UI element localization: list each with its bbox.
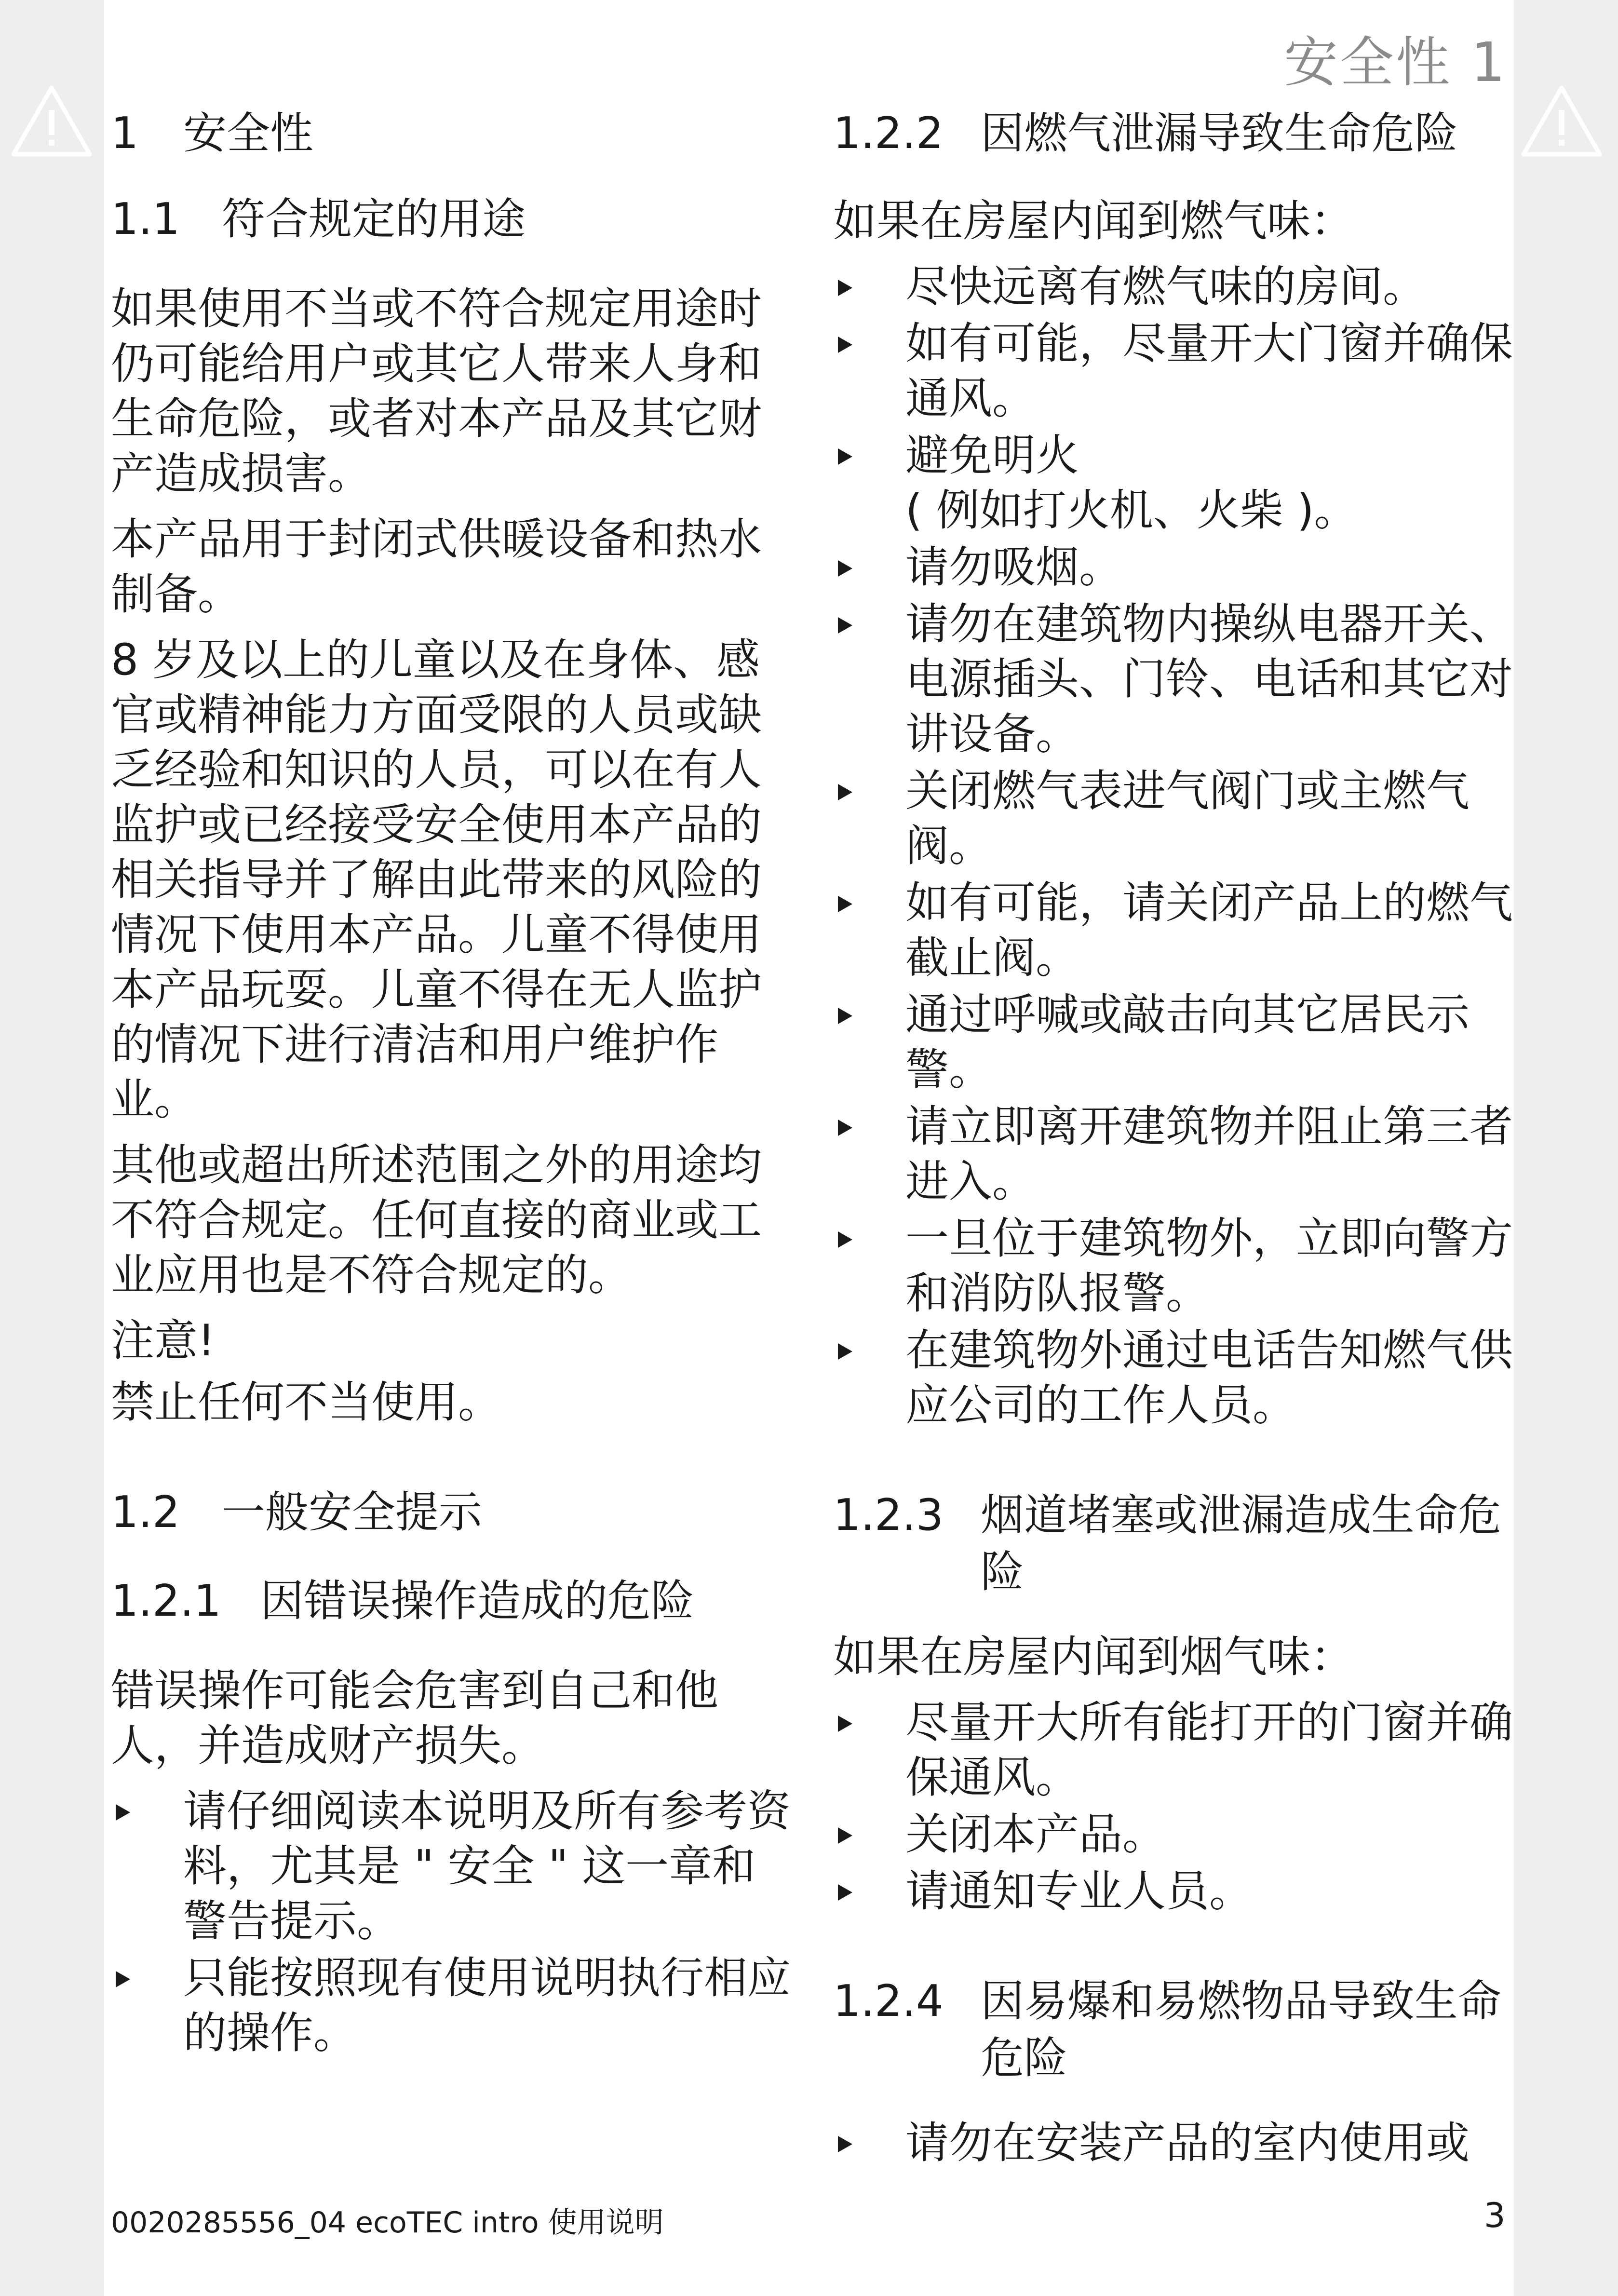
section-title: 一般安全提示 [222, 1487, 482, 1538]
triangle-bullet-icon [838, 1884, 852, 1901]
document-id: 0020285556_04 ecoTEC intro 使用说明 [111, 2206, 664, 2240]
triangle-bullet-icon [838, 560, 852, 577]
paragraph: 如果在房屋内闻到燃气味： [833, 196, 1354, 246]
list-item: 请立即离开建筑物并阻止第三者进入。 [833, 1099, 1513, 1209]
section-title: 因易爆和易燃物品导致生命危险 [981, 1976, 1501, 2083]
paragraph: 错误操作可能会危害到自己和他人，并造成财产损失。 [111, 1665, 718, 1771]
section-number: 1.2.3 [833, 1490, 944, 1540]
triangle-bullet-icon [838, 1715, 852, 1732]
list-item: 请勿在建筑物内操纵电器开关、电源插头、门铃、电话和其它对讲设备。 [833, 597, 1513, 762]
triangle-bullet-icon [838, 896, 852, 912]
triangle-bullet-icon [838, 1827, 852, 1844]
section-number: 1.2.1 [111, 1576, 221, 1626]
triangle-bullet-icon [838, 1343, 852, 1360]
section-heading [111, 191, 796, 248]
triangle-bullet-icon [838, 617, 852, 634]
section-heading [111, 105, 796, 162]
triangle-bullet-icon [116, 1804, 130, 1821]
list-item: 在建筑物外通过电话告知燃气供应公司的工作人员。 [833, 1323, 1513, 1433]
list-item: 关闭燃气表进气阀门或主燃气阀。 [833, 764, 1513, 874]
left-column [111, 105, 796, 2071]
list-item: 尽量开大所有能打开的门窗并确保通风。 [833, 1695, 1513, 1805]
section-title: 因错误操作造成的危险 [260, 1576, 694, 1626]
triangle-bullet-icon [838, 1120, 852, 1136]
list-item: 如有可能，请关闭产品上的燃气截止阀。 [833, 876, 1513, 986]
paragraph: 如果在房屋内闻到烟气味： [833, 1632, 1354, 1682]
paragraph: 如果使用不当或不符合规定用途时仍可能给用户或其它人带来人身和生命危险，或者对本产品及其它财产造成损害。 [111, 284, 762, 499]
bullet-list [833, 2116, 1513, 2171]
running-head: 安全性 1 [1284, 31, 1507, 94]
list-item: 请勿吸烟。 [833, 540, 1513, 595]
warning-triangle-icon [1521, 85, 1603, 157]
triangle-bullet-icon [838, 448, 852, 465]
section-title: 安全性 [183, 108, 313, 159]
triangle-bullet-icon [838, 1008, 852, 1024]
list-item: 请通知专业人员。 [833, 1864, 1513, 1919]
triangle-bullet-icon [116, 1971, 130, 1987]
bullet-list [833, 259, 1513, 1433]
list-item: 避免明火 ( 例如打火机、火柴 )。 [833, 428, 1513, 538]
list-item: 请勿在安装产品的室内使用或 [833, 2116, 1513, 2171]
section-heading [833, 1973, 1513, 2087]
list-item: 如有可能，尽量开大门窗并确保通风。 [833, 316, 1513, 426]
page-number: 3 [1484, 2196, 1506, 2235]
note-text: 禁止任何不当使用。 [111, 1377, 501, 1428]
section-number: 1.2 [111, 1487, 180, 1538]
paragraph: 8 岁及以上的儿童以及在身体、感官或精神能力方面受限的人员或缺乏经验和知识的人员，可以在有人监护或已经接受安全使用本产品的相关指导并了解由此带来的风险的情况下使用本产品。儿童不得使用本产品玩耍。儿童不得在无人监护的情况下进行清洁和用户维护作业。 [111, 635, 762, 1125]
section-heading [833, 105, 1513, 162]
note-label: 注意! [111, 1315, 216, 1366]
section-number: 1 [111, 108, 139, 159]
bullet-list [833, 1695, 1513, 1919]
section-heading [833, 1487, 1513, 1601]
list-item: 尽快远离有燃气味的房间。 [833, 259, 1513, 314]
triangle-bullet-icon [838, 1231, 852, 1248]
paragraph: 本产品用于封闭式供暖设备和热水制备。 [111, 514, 762, 620]
list-item: 一旦位于建筑物外，立即向警方和消防队报警。 [833, 1211, 1513, 1321]
section-number: 1.1 [111, 194, 180, 244]
section-title: 因燃气泄漏导致生命危险 [981, 108, 1458, 159]
triangle-bullet-icon [838, 280, 852, 296]
triangle-bullet-icon [838, 2136, 852, 2152]
right-column [833, 105, 1513, 2181]
section-title: 符合规定的用途 [222, 194, 526, 244]
section-title: 烟道堵塞或泄漏造成生命危险 [981, 1490, 1501, 1597]
section-number: 1.2.2 [833, 108, 944, 159]
section-heading [111, 1573, 796, 1630]
list-item: 通过呼喊或敲击向其它居民示警。 [833, 987, 1513, 1097]
list-item: 请仔细阅读本说明及所有参考资料，尤其是 " 安全 " 这一章和警告提示。 [111, 1784, 796, 1949]
bullet-list [111, 1784, 796, 2061]
paragraph: 其他或超出所述范围之外的用途均不符合规定。任何直接的商业或工业应用也是不符合规定的。 [111, 1140, 762, 1300]
triangle-bullet-icon [838, 784, 852, 800]
warning-triangle-icon [11, 85, 93, 157]
section-heading [111, 1484, 796, 1541]
list-item: 关闭本产品。 [833, 1807, 1513, 1862]
section-number: 1.2.4 [833, 1976, 944, 2026]
list-item: 只能按照现有使用说明执行相应的操作。 [111, 1951, 796, 2061]
triangle-bullet-icon [838, 337, 852, 353]
